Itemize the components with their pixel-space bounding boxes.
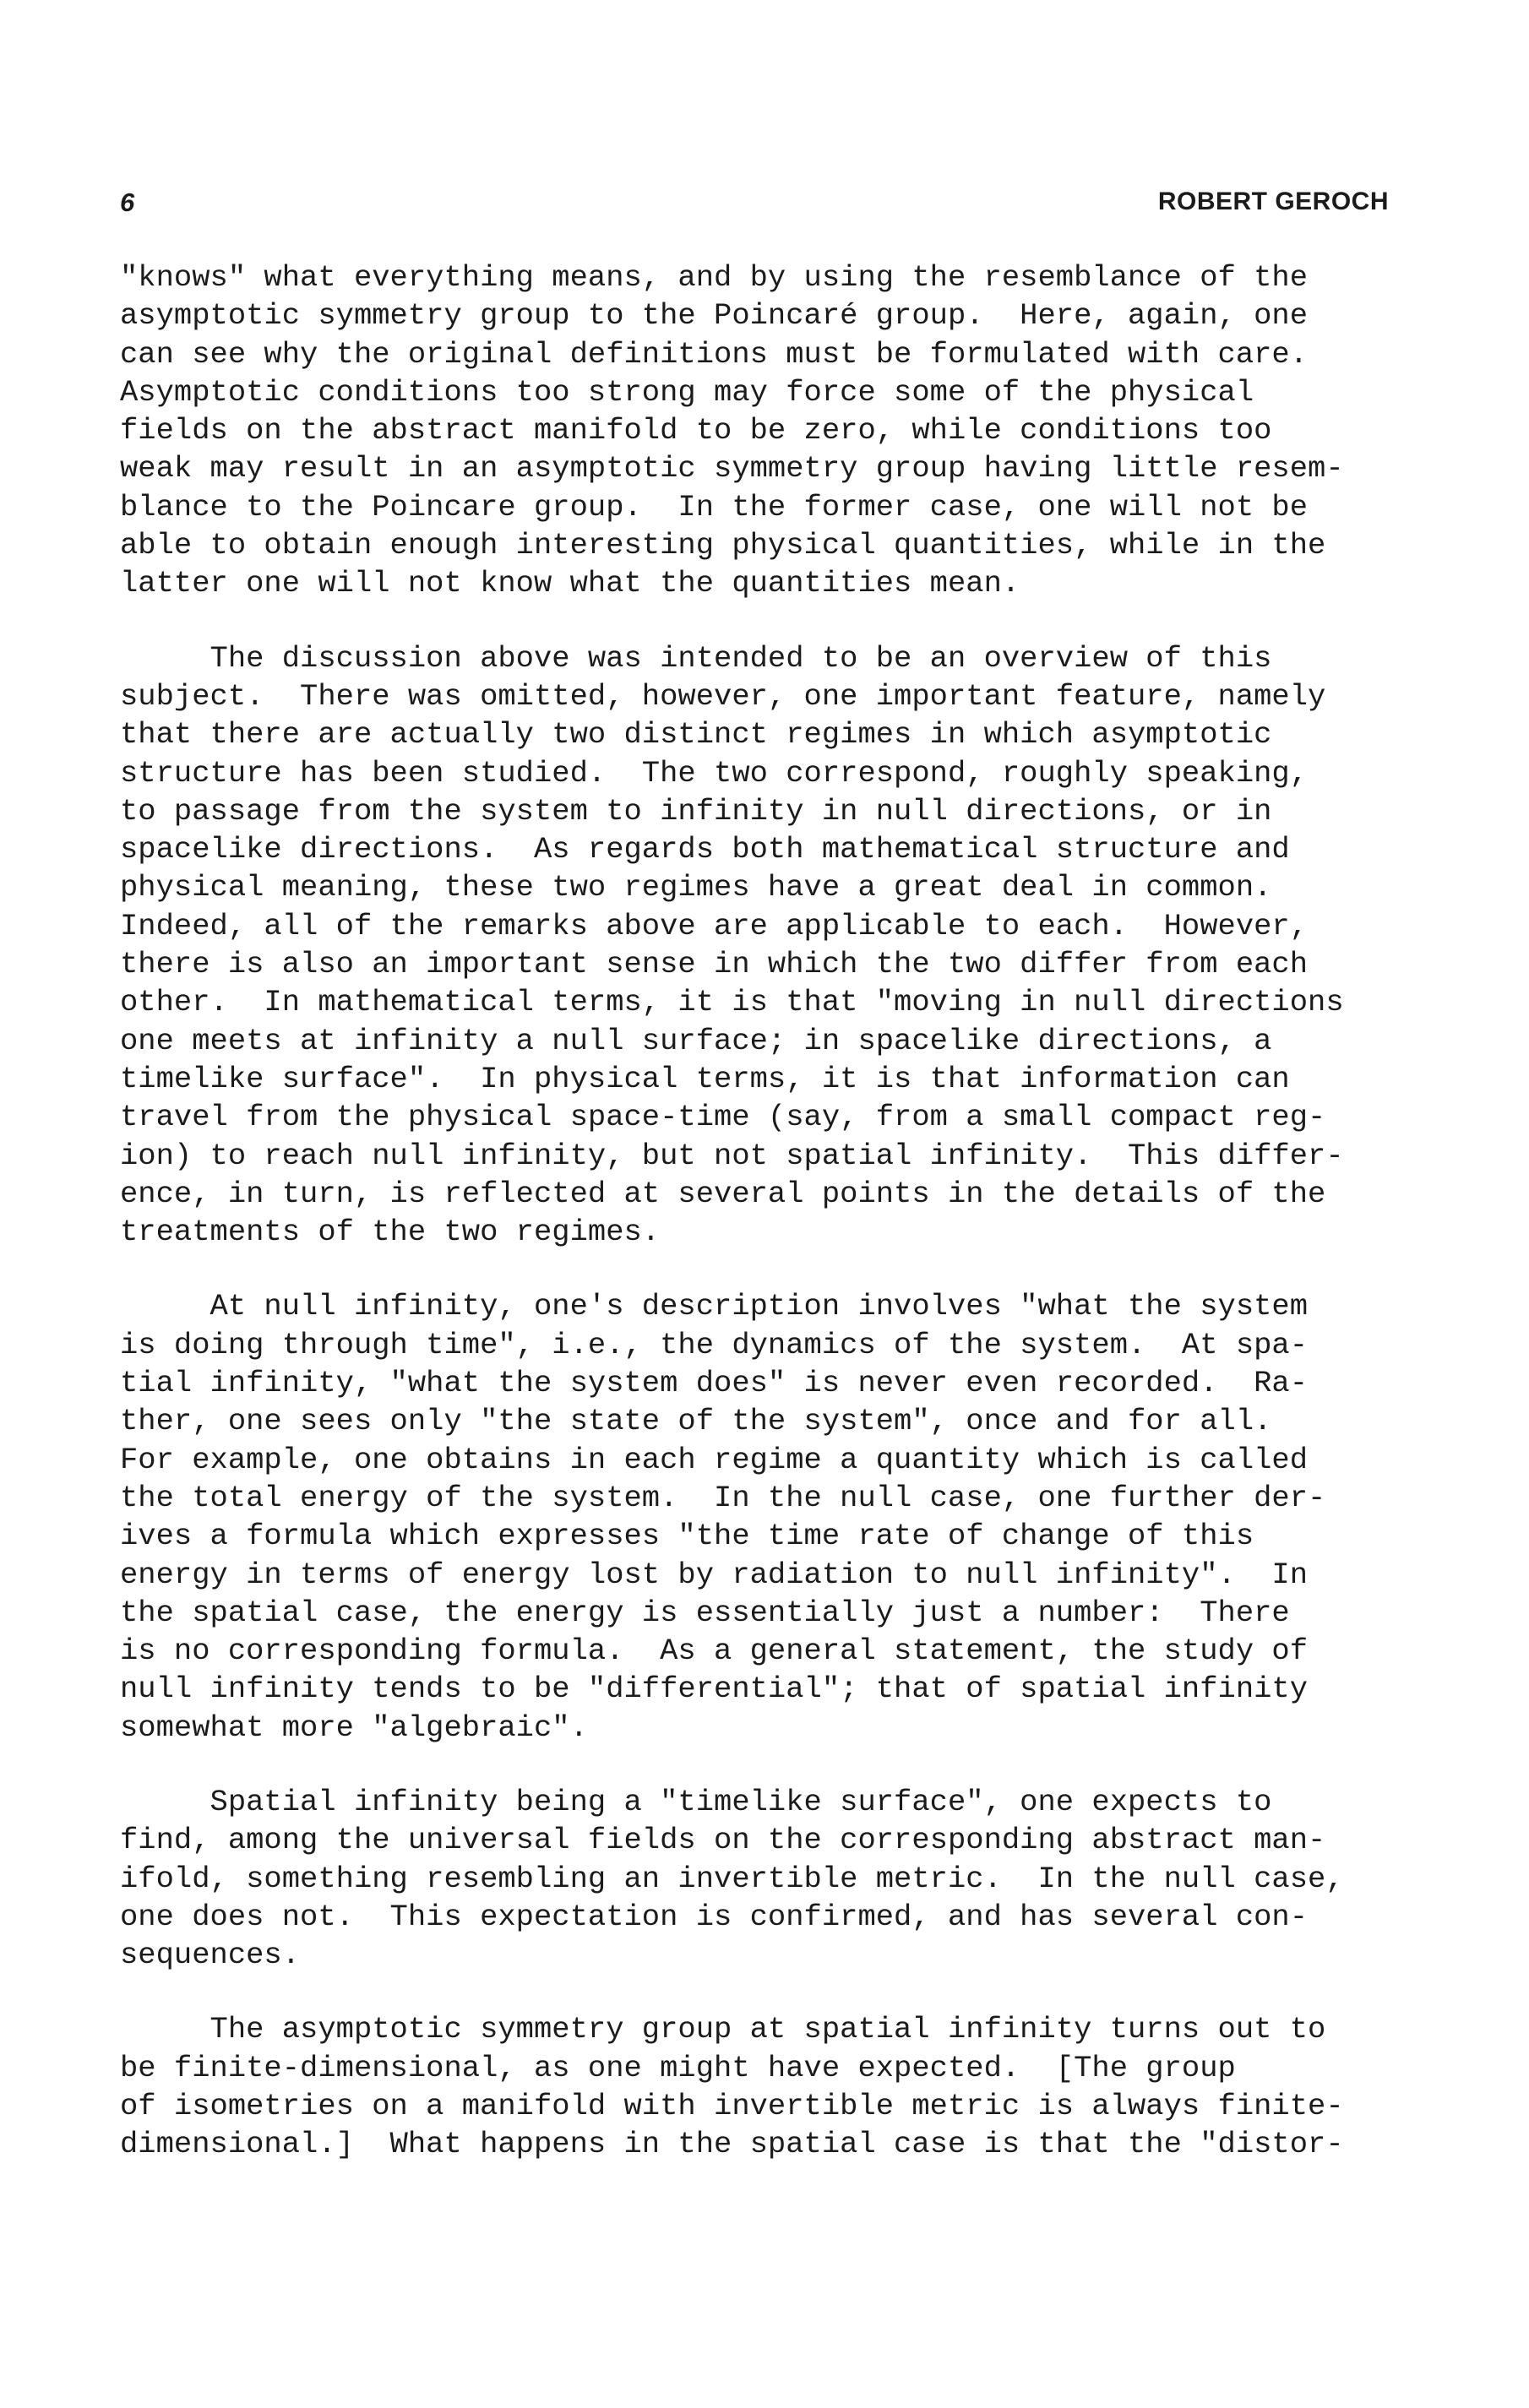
text-line: fields on the abstract manifold to be zero, while conditions too bbox=[120, 413, 1272, 448]
text-line: treatments of the two regimes. bbox=[120, 1215, 661, 1250]
text-line: subject. There was omitted, however, one important feature, namely bbox=[120, 678, 1326, 714]
text-line: The discussion above was intended to be an overview of this bbox=[120, 640, 1272, 676]
text-line: sequences. bbox=[120, 1938, 301, 1973]
text-line: blance to the Poincare group. In the former case, one will not be bbox=[120, 489, 1309, 525]
running-head-author: ROBERT GEROCH bbox=[1157, 188, 1389, 215]
text-line: one meets at infinity a null surface; in spacelike directions, a bbox=[120, 1023, 1272, 1058]
text-line: Spatial infinity being a "timelike surface", one expects to bbox=[120, 1784, 1272, 1819]
text-line: that there are actually two distinct regimes in which asymptotic bbox=[120, 717, 1272, 753]
text-line: spacelike directions. As regards both mathematical structure and bbox=[120, 832, 1290, 867]
text-line: weak may result in an asymptotic symmetry group having little resem- bbox=[120, 451, 1344, 486]
text-line: Indeed, all of the remarks above are applicable to each. However, bbox=[120, 908, 1309, 943]
text-line: find, among the universal fields on the corresponding abstract man- bbox=[120, 1823, 1326, 1858]
text-line: ence, in turn, is reflected at several points in the details of the bbox=[120, 1176, 1326, 1211]
paragraph-3 bbox=[120, 1287, 1438, 1747]
text-line: able to obtain enough interesting physical quantities, while in the bbox=[120, 528, 1326, 563]
text-line: ion) to reach null infinity, but not spatial infinity. This differ- bbox=[120, 1138, 1344, 1173]
text-line: there is also an important sense in which the two differ from each bbox=[120, 947, 1309, 982]
text-line: null infinity tends to be "differential"; that of spatial infinity bbox=[120, 1671, 1309, 1707]
text-line: can see why the original definitions must be formulated with care. bbox=[120, 336, 1309, 372]
page-number: 6 bbox=[120, 188, 135, 217]
text-line: At null infinity, one's description involves "what the system bbox=[120, 1289, 1309, 1324]
text-line: The asymptotic symmetry group at spatial infinity turns out to bbox=[120, 2012, 1326, 2047]
text-line: Asymptotic conditions too strong may force some of the physical bbox=[120, 374, 1254, 410]
text-line: structure has been studied. The two correspond, roughly speaking, bbox=[120, 755, 1309, 791]
text-line: the total energy of the system. In the null case, one further der- bbox=[120, 1480, 1326, 1515]
text-line: one does not. This expectation is confirmed, and has several con- bbox=[120, 1899, 1309, 1934]
text-line: ives a formula which expresses "the time rate of change of this bbox=[120, 1519, 1254, 1554]
text-line: ifold, something resembling an invertible metric. In the null case, bbox=[120, 1861, 1344, 1896]
text-line: For example, one obtains in each regime a quantity which is called bbox=[120, 1442, 1309, 1477]
paragraph-5 bbox=[120, 2010, 1438, 2163]
text-line: tial infinity, "what the system does" is never even recorded. Ra- bbox=[120, 1366, 1309, 1401]
paragraph-2 bbox=[120, 639, 1438, 1252]
text-line: travel from the physical space-time (say, from a small compact reg- bbox=[120, 1100, 1326, 1135]
body-text bbox=[120, 258, 1438, 2200]
text-line: physical meaning, these two regimes have a great deal in common. bbox=[120, 870, 1272, 905]
paragraph-1 bbox=[120, 258, 1438, 603]
text-line: dimensional.] What happens in the spatial case is that the "distor- bbox=[120, 2127, 1344, 2162]
text-line: the spatial case, the energy is essentially just a number: There bbox=[120, 1595, 1290, 1630]
text-line: is no corresponding formula. As a general statement, the study of bbox=[120, 1633, 1309, 1669]
text-line: of isometries on a manifold with invertible metric is always finite- bbox=[120, 2089, 1344, 2124]
text-line: energy in terms of energy lost by radiation to null infinity". In bbox=[120, 1557, 1309, 1592]
text-line: timelike surface". In physical terms, it is that information can bbox=[120, 1061, 1290, 1096]
text-line: be finite-dimensional, as one might have expected. [The group bbox=[120, 2050, 1236, 2085]
paragraph-4 bbox=[120, 1783, 1438, 1974]
text-line: "knows" what everything means, and by using the resemblance of the bbox=[120, 260, 1309, 295]
text-line: somewhat more "algebraic". bbox=[120, 1710, 588, 1745]
text-line: ther, one sees only "the state of the system", once and for all. bbox=[120, 1404, 1272, 1439]
running-header bbox=[120, 188, 1389, 221]
text-line: other. In mathematical terms, it is that "moving in null directions bbox=[120, 985, 1344, 1020]
text-line: is doing through time", i.e., the dynamics of the system. At spa- bbox=[120, 1327, 1309, 1362]
text-line: to passage from the system to infinity in null directions, or in bbox=[120, 793, 1272, 829]
text-line: asymptotic symmetry group to the Poincaré group. Here, again, one bbox=[120, 298, 1309, 334]
text-line: latter one will not know what the quantities mean. bbox=[120, 566, 1020, 601]
